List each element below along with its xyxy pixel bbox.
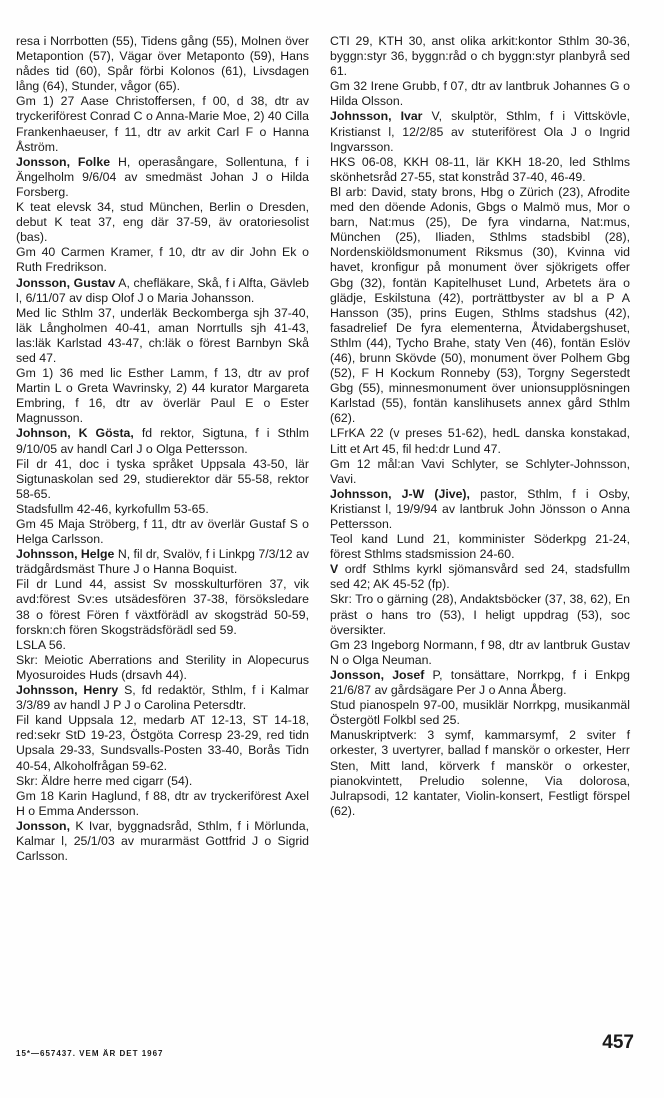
entry-text: Skr: Tro o gärning (28), Andaktsböcker (37, 38, 62), En präst o hans tro (53), I heligt uppdrag (53), soc översikter.: [330, 592, 630, 637]
entry-name: Johnsson, J-W (Jive),: [330, 486, 470, 501]
entry-text: pastor, Sthlm, f i Osby, Kristianst l, 19/9/94 av lantbruk John Jönsson o Anna Pettersson.: [330, 486, 631, 531]
entry-text: Bl arb: David, staty brons, Hbg o Zürich (23), Afrodite med den döende Adonis, Gbgs o Malmö mus, Mor o barn, Nat:mus (25), De fyra vindarna, Nat:mus, München (25), Iliaden, Sthlms stadsbibl (28), Nordenskiöldsmonument Riksmus (30), Kvinna vid havet, kronfigur på monument över sjökrigets offer Gbg (32), fontän Kapitelhuset Lund, Arbetets ära o glädje, Eskilstuna (42), porträttbyster av bl a P A Hansson (35), prins Eugen, Sthlms stadshus (42), fasadrelief De fyra elementerna, Åtvidabergshuset, Sthlm (44), Tycho Brahe, staty Ven (46), fontän Eslöv (46), brunn Skövde (50), monument över Polhem Gbg (52), F H Kockum Ronneby (53), Torgny Segerstedt Gbg (55), minnesmonument över unionsupplösningen Karlstad (55), fontän kanslihusets annex gård Sthlm (62).: [330, 184, 630, 426]
biography-entry: [330, 109, 630, 154]
entry-text: K teat elevsk 34, stud München, Berlin o Dresden, debut K teat 37, eng där 37-59, äv oratoriesolist (bas).: [16, 200, 309, 245]
entry-text: Gm 40 Carmen Kramer, f 10, dtr av dir John Ek o Ruth Fredrikson.: [16, 245, 309, 275]
right-column: [330, 34, 630, 819]
entry-paragraph: [16, 502, 309, 517]
entry-text: Fil dr 41, doc i tyska språket Uppsala 43-50, lär Sigtunaskolan sed 29, studierektor där 55-58, rektor 58-65.: [16, 456, 309, 501]
entry-paragraph: [16, 577, 309, 637]
biography-entry: [16, 155, 309, 200]
entry-text: Skr: Äldre herre med cigarr (54).: [16, 773, 193, 788]
entry-text: HKS 06-08, KKH 08-11, lär KKH 18-20, led Sthlms skönhetsråd 27-55, stat konstråd 37-40, 46-49.: [330, 154, 630, 184]
entry-paragraph: [16, 200, 309, 245]
entry-text: Med lic Sthlm 37, underläk Beckomberga sjh 37-40, läk Långholmen 40-41, aman Norrtulls sjh 41-43, las:läk Karlstad 43-47, ch:läk o förest Barnbyn Skå sed 47.: [16, 305, 309, 365]
entry-text: Gm 12 mål:an Vavi Schlyter, se Schlyter-Johnsson, Vavi.: [330, 456, 630, 486]
entry-paragraph: [330, 698, 630, 728]
biography-entry: [16, 819, 309, 864]
entry-text: N, fil dr, Svalöv, f i Linkpg 7/3/12 av trädgårdsmäst Thure J o Hanna Boquist.: [16, 547, 309, 577]
entry-text: S, fd redaktör, Sthlm, f i Kalmar 3/3/89 av handl J P J o Carolina Petersdtr.: [16, 683, 309, 713]
entry-paragraph: [330, 728, 630, 819]
entry-text: Gm 45 Maja Ströberg, f 11, dtr av överlär Gustaf S o Helga Carlsson.: [16, 517, 309, 547]
entry-paragraph: [16, 653, 309, 683]
entry-paragraph: [16, 366, 309, 426]
entry-name: V: [330, 562, 339, 577]
entry-paragraph: [330, 532, 630, 562]
entry-paragraph: [16, 517, 309, 547]
entry-paragraph: [330, 79, 630, 109]
entry-paragraph: [16, 306, 309, 366]
entry-text: LFrKA 22 (v preses 51-62), hedL danska konstakad, Litt et Art 45, fil hed:dr Lund 47.: [330, 426, 630, 456]
entry-text: A, chefläkare, Skå, f i Alfta, Gävleb l, 6/11/07 av disp Olof J o Maria Johansson.: [16, 275, 309, 305]
entry-paragraph: [330, 592, 630, 637]
biography-entry: [330, 487, 630, 532]
biography-entry: [330, 562, 630, 592]
entry-text: H, operasångare, Sollentuna, f i Ängelholm 9/6/04 av smedmäst Johan J o Hilda Forsberg.: [16, 154, 309, 199]
entry-text: Gm 1) 27 Aase Christoffersen, f 00, d 38, dtr av tryckeriförest Conrad C o Anna-Marie Moe, 2) 40 Cilla Frankenhaeuser, f 11, dtr av arkit Carl F o Hanna Åström.: [16, 94, 309, 154]
entry-paragraph: [330, 155, 630, 185]
entry-text: ordf Sthlms kyrkl sjömansvård sed 24, stadsfullm sed 42; AK 45-52 (fp).: [330, 562, 630, 592]
entry-paragraph: [16, 245, 309, 275]
entry-text: V, skulptör, Sthlm, f i Vittskövle, Kristianst l, 12/2/85 av stuteriförest Ola J o Ingrid Ingvarsson.: [330, 109, 630, 154]
entry-text: K Ivar, byggnadsråd, Sthlm, f i Mörlunda, Kalmar l, 25/1/03 av murarmäst Gottfrid J o Sigrid Carlsson.: [16, 818, 309, 864]
entry-text: Stud pianospeln 97-00, musiklär Norrkpg, musikanmäl Östergötl Folkbl sed 25.: [330, 698, 630, 728]
page-number: 457: [602, 1032, 634, 1053]
entry-text: Gm 1) 36 med lic Esther Lamm, f 13, dtr av prof Martin L o Greta Wavrinsky, 2) 44 kurator Margareta Embring, f 16, dtr av överlär Paul E o Ester Magnusson.: [16, 366, 309, 426]
entry-name: Jonsson,: [16, 818, 70, 833]
entry-paragraph: [16, 34, 309, 94]
entry-text: Gm 32 Irene Grubb, f 07, dtr av lantbruk Johannes G o Hilda Olsson.: [330, 79, 630, 109]
entry-text: Manuskriptverk: 3 symf, kammarsymf, 2 sviter f orkester, 3 uvertyrer, ballad f manskör o orkester, Herr Sten, Mitt land, körverk f manskör o orkester, pianokvintett, Preludio solenne, Via dolorosa, Julrapsodi, 12 kantater, Violin-konsert, Festligt förspel (62).: [330, 728, 630, 818]
entry-paragraph: [16, 638, 309, 653]
entry-text: CTI 29, KTH 30, anst olika arkit:kontor Sthlm 30-36, byggn:styr 36, byggn:råd o ch byggn:styr planbyrå sed 61.: [330, 34, 630, 79]
entry-text: Gm 18 Karin Haglund, f 88, dtr av tryckeriförest Axel H o Emma Andersson.: [16, 788, 309, 818]
entry-paragraph: [16, 713, 309, 773]
entry-text: LSLA 56.: [16, 637, 66, 652]
entry-paragraph: [16, 457, 309, 502]
entry-paragraph: [330, 457, 630, 487]
biography-entry: [16, 276, 309, 306]
entry-text: Skr: Meiotic Aberrations and Sterility in Alopecurus Myosuroides Huds (drsavh 44).: [16, 652, 309, 682]
entry-name: Jonsson, Gustav: [16, 275, 116, 290]
entry-text: Gm 23 Ingeborg Normann, f 98, dtr av lantbruk Gustav N o Olga Neuman.: [330, 637, 630, 667]
entry-paragraph: [330, 426, 630, 456]
biography-entry: [16, 683, 309, 713]
left-column: [16, 34, 309, 864]
entry-paragraph: [330, 638, 630, 668]
entry-name: Johnsson, Henry: [16, 683, 119, 698]
entry-paragraph: [16, 774, 309, 789]
biography-entry: [330, 668, 630, 698]
entry-name: Jonsson, Folke: [16, 154, 111, 169]
entry-paragraph: [16, 94, 309, 154]
biography-entry: [16, 426, 309, 456]
entry-paragraph: [330, 185, 630, 427]
entry-text: Stadsfullm 42-46, kyrkofullm 53-65.: [16, 501, 209, 516]
print-code: 15*—657437. VEM ÄR DET 1967: [16, 1049, 164, 1058]
entry-text: P, tonsättare, Norrkpg, f i Enkpg 21/6/87 av gårdsägare Per J o Anna Åberg.: [330, 667, 630, 698]
entry-text: resa i Norrbotten (55), Tidens gång (55), Molnen över Metapontion (57), Vägar över Metaponto (59), Hans nådes tid (60), Spår förbi Kolonos (61), Livsdagen lång (64), Stunder, vågor (65).: [16, 34, 309, 94]
entry-name: Johnsson, Ivar: [330, 109, 423, 124]
entry-paragraph: [16, 789, 309, 819]
entry-name: Johnsson, Helge: [16, 547, 115, 562]
entry-text: Teol kand Lund 21, komminister Söderkpg 21-24, förest Sthlms stadsmission 24-60.: [330, 532, 630, 562]
entry-name: Jonsson, Josef: [330, 667, 425, 682]
entry-paragraph: [330, 34, 630, 79]
entry-text: fd rektor, Sigtuna, f i Sthlm 9/10/05 av handl Carl J o Olga Pettersson.: [16, 426, 309, 456]
entry-name: Johnson, K Gösta,: [16, 426, 134, 441]
biography-entry: [16, 547, 309, 577]
entry-text: Fil dr Lund 44, assist Sv mosskulturfören 37, vik avd:förest Sv:es utsädesfören 37-38, försöksledare 38 o förest Fören f växtförädl av skogsträd 50-59, forskn:ch fören Skogsträdsförädl sed 59.: [16, 577, 309, 637]
entry-text: Fil kand Uppsala 12, medarb AT 12-13, ST 14-18, red:sekr StD 19-23, Östgöta Corresp 23-29, red tidn Upsala 29-33, Sundsvalls-Posten 33-40, Borås Tidn 40-54, Alkoholfrågan 59-62.: [16, 713, 309, 773]
